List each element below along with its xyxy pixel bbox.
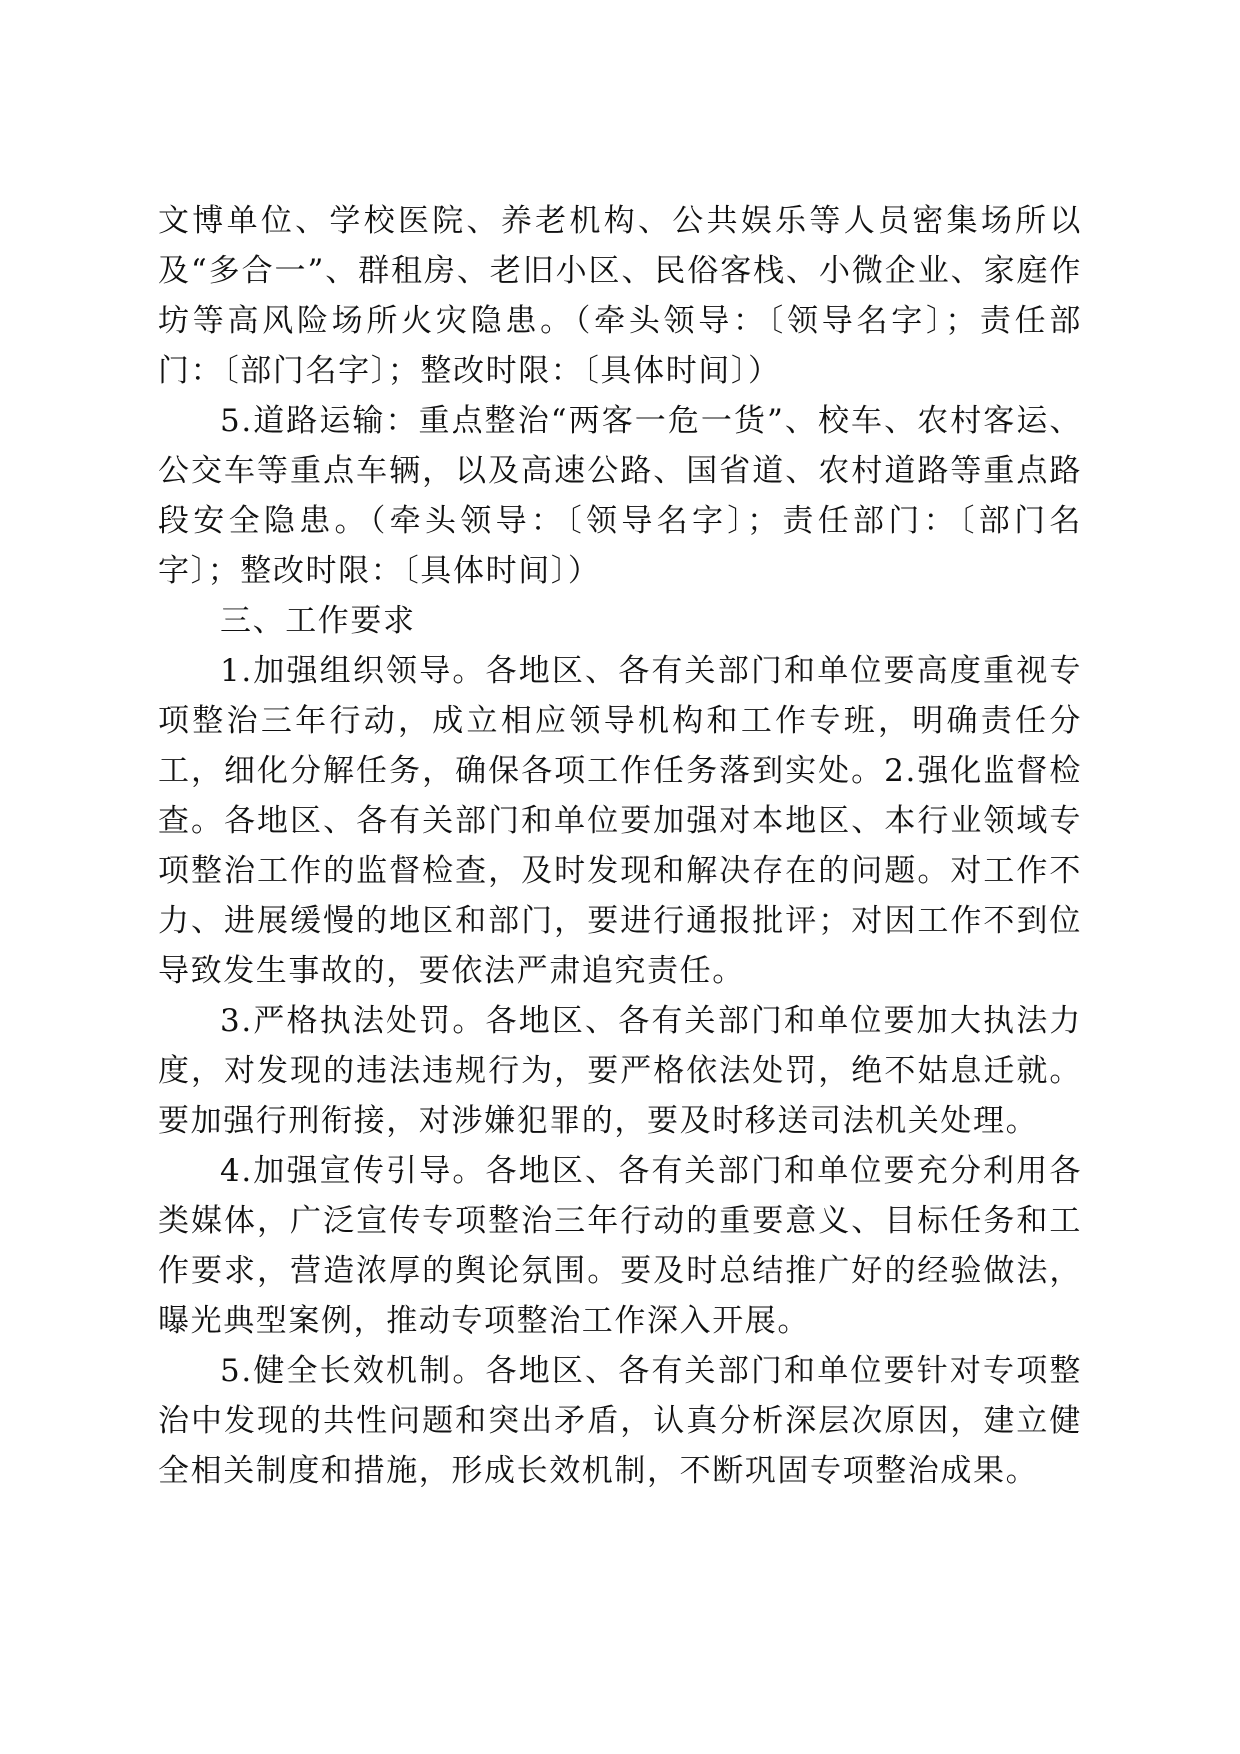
section-heading-work-requirements: 三、工作要求 — [220, 603, 416, 639]
paragraph-requirement-1-2: 1.加强组织领导。各地区、各有关部门和单位要高度重视专项整治三年行动，成立相应领导机构和工作专班，明确责任分工，细化分解任务，确保各项工作任务落到实处。2.强化监督检查。各地区、各有关部门和单位要加强对本地区、本行业领域专项整治工作的监督检查，及时发现和解决存在的问题。对工作不力、进展缓慢的地区和部门，要进行通报批评；对因工作不到位导致发生事故的，要依法严肃追究责任。 — [158, 653, 1082, 989]
paragraph-requirement-3: 3.严格执法处罚。各地区、各有关部门和单位要加大执法力度，对发现的违法违规行为，要严格依法处罚，绝不姑息迁就。要加强行刑衔接，对涉嫌犯罪的，要及时移送司法机关处理。 — [158, 1003, 1082, 1139]
paragraph-road-transport: 5.道路运输：重点整治“两客一危一货”、校车、农村客运、公交车等重点车辆，以及高速公路、国省道、农村道路等重点路段安全隐患。（牵头领导：〔领导名字〕；责任部门：〔部门名字〕；整改时限：〔具体时间〕） — [158, 403, 1082, 589]
paragraph-requirement-5: 5.健全长效机制。各地区、各有关部门和单位要针对专项整治中发现的共性问题和突出矛盾，认真分析深层次原因，建立健全相关制度和措施，形成长效机制，不断巩固专项整治成果。 — [158, 1353, 1082, 1489]
paragraph-fire-hazard-continuation: 文博单位、学校医院、养老机构、公共娱乐等人员密集场所以及“多合一”、群租房、老旧小区、民俗客栈、小微企业、家庭作坊等高风险场所火灾隐患。（牵头领导：〔领导名字〕；责任部门：〔部门名字〕；整改时限：〔具体时间〕） — [158, 203, 1082, 389]
document-body — [158, 196, 1082, 1496]
paragraph-requirement-4: 4.加强宣传引导。各地区、各有关部门和单位要充分利用各类媒体，广泛宣传专项整治三年行动的重要意义、目标任务和工作要求，营造浓厚的舆论氛围。要及时总结推广好的经验做法，曝光典型案例，推动专项整治工作深入开展。 — [158, 1153, 1082, 1339]
